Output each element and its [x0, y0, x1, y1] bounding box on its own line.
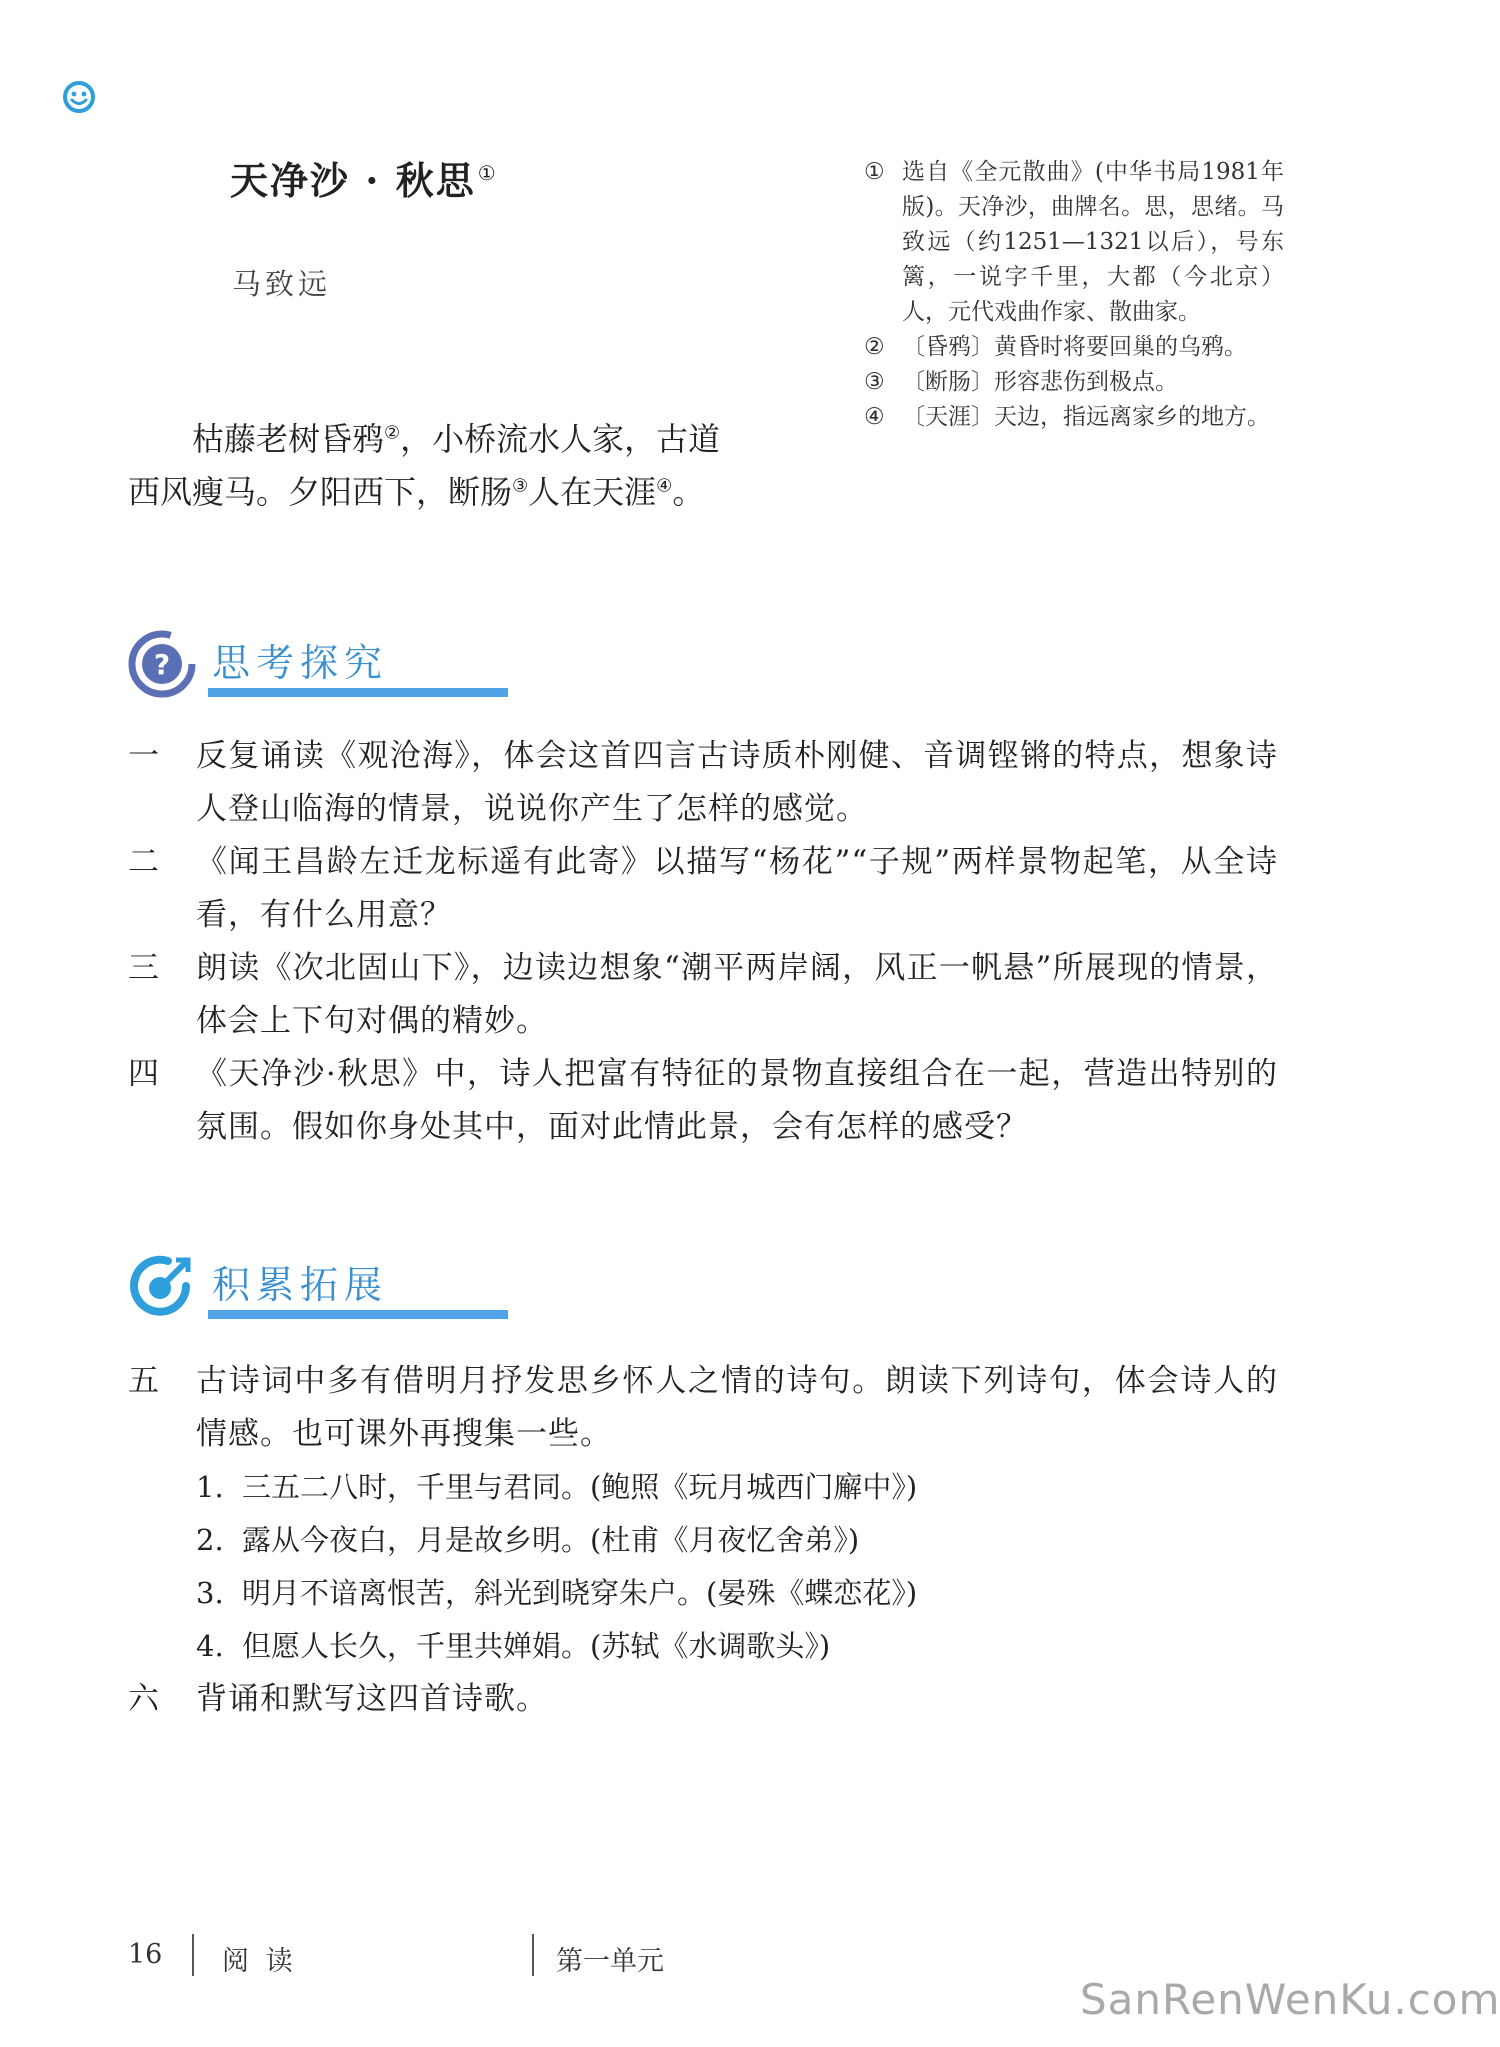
poem-author: 马致远 — [232, 267, 332, 301]
footnote: ④ 〔天涯〕天边，指远离家乡的地方。 — [864, 404, 1270, 430]
footer-divider — [192, 1934, 194, 1976]
extension-list — [128, 1355, 1278, 1726]
heading-underline — [208, 1310, 508, 1319]
footnotes — [864, 155, 1284, 435]
quoted-line: 2. 露从今夜白，月是故乡明。(杜甫《月夜忆舍弟》) — [196, 1523, 860, 1557]
question-item: 一 反复诵读《观沧海》，体会这首四言古诗质朴刚健、音调铿锵的特点，想象诗人登山临海的情景，说说你产生了怎样的感觉。 — [128, 738, 1278, 827]
questions-list — [128, 730, 1278, 1154]
footer-unit: 第一单元 — [556, 1946, 664, 1977]
section-heading-label: 积累拓展 — [212, 1263, 389, 1307]
footnote: ③ 〔断肠〕形容悲伤到极点。 — [864, 369, 1178, 395]
quoted-line: 4. 但愿人长久，千里共婵娟。(苏轼《水调歌头》) — [196, 1629, 831, 1663]
poem-line: 西风瘦马。夕阳西下，断肠③人在天涯④。 — [128, 473, 705, 511]
question-item: 六 背诵和默写这四首诗歌。 — [128, 1681, 548, 1717]
quoted-line: 3. 明月不谙离恨苦，斜光到晓穿朱户。(晏殊《蝶恋花》) — [196, 1576, 918, 1610]
poem-title: 天净沙 · 秋思 ① — [230, 158, 498, 203]
footnote-ref: ① — [477, 161, 498, 186]
footnote: ② 〔昏鸦〕黄昏时将要回巢的乌鸦。 — [864, 334, 1247, 360]
footnote: ① 选自《全元散曲》(中华书局1981年版)。天净沙，曲牌名。思，思绪。马致远（约1251—1321以后），号东篱，一说字千里，大都（今北京）人，元代戏曲作家、散曲家。 — [864, 159, 1284, 325]
question-item: 四 《天净沙·秋思》中，诗人把富有特征的景物直接组合在一起，营造出特别的氛围。假如你身处其中，面对此情此景，会有怎样的感受？ — [128, 1056, 1278, 1145]
svg-text:?: ? — [153, 648, 171, 681]
target-arrow-icon — [128, 1250, 198, 1320]
question-item: 三 朗读《次北固山下》，边读边想象“潮平两岸阔，风正一帆悬”所展现的情景，体会上下句对偶的精妙。 — [128, 950, 1278, 1039]
quoted-line: 1. 三五二八时，千里与君同。(鲍照《玩月城西门廨中》) — [196, 1470, 918, 1504]
question-icon — [128, 628, 198, 698]
watermark: SanRenWenKu.com — [1080, 1975, 1500, 2024]
heading-underline — [208, 688, 508, 697]
smiley-icon — [62, 80, 96, 114]
footer-divider — [532, 1934, 534, 1976]
question-item: 五 古诗词中多有借明月抒发思乡怀人之情的诗句。朗读下列诗句，体会诗人的情感。也可课外再搜集一些。 — [128, 1363, 1278, 1452]
poem-body — [128, 413, 768, 519]
poem-line: 枯藤老树昏鸦②，小桥流水人家，古道 — [192, 420, 721, 458]
section-heading-label: 思考探究 — [212, 641, 389, 685]
question-item: 二 《闻王昌龄左迁龙标遥有此寄》以描写“杨花”“子规”两样景物起笔，从全诗看，有什么用意？ — [128, 844, 1278, 933]
page-number: 16 — [128, 1939, 163, 1970]
footer-section: 阅 读 — [222, 1946, 297, 1977]
